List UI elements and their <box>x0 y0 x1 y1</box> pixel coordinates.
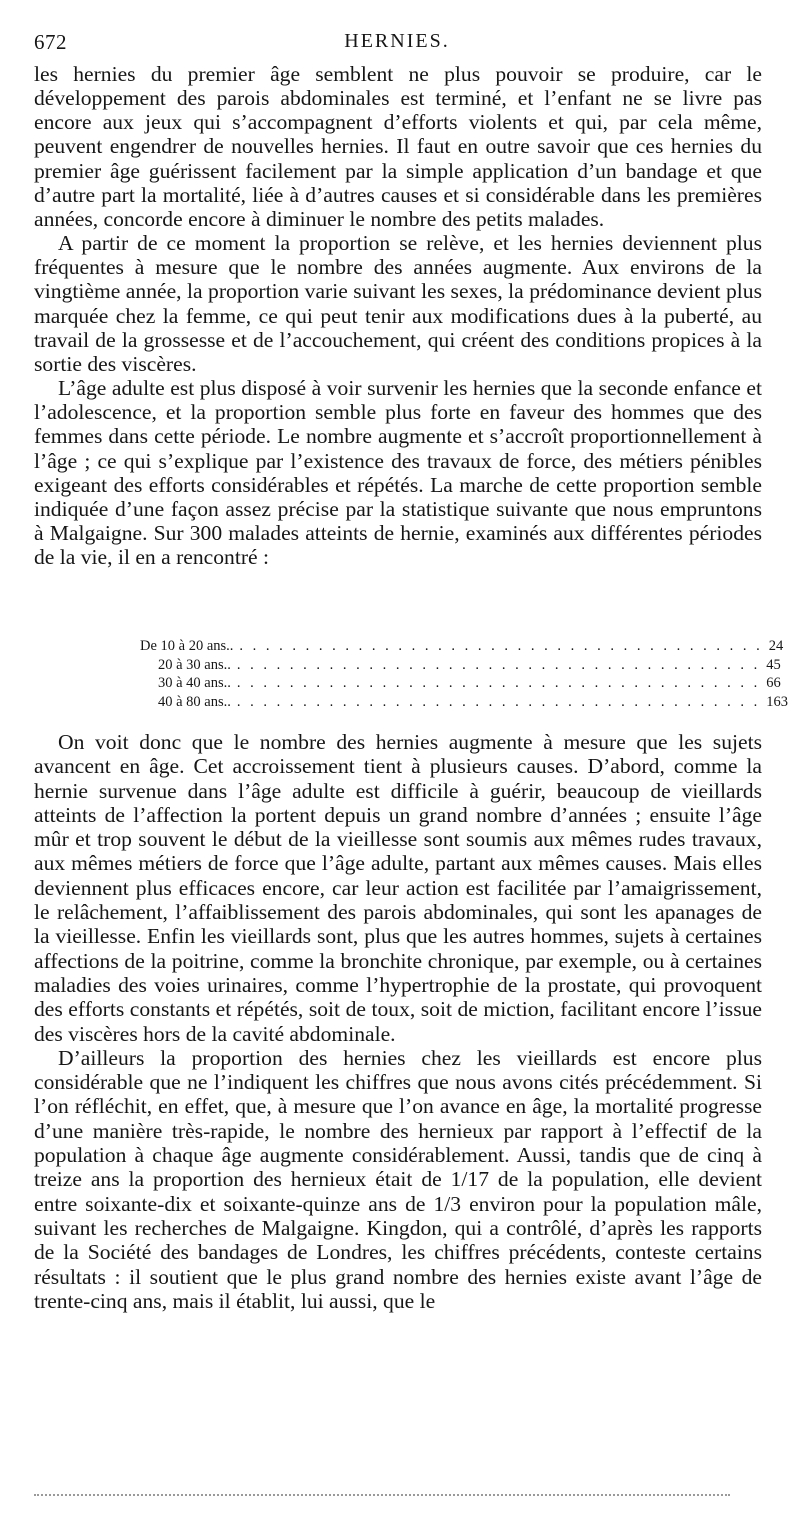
dot-leader: . . . . . . . . . . . . . . . . . . . . . . . . . . . . . . . . . . . . . . . . <box>236 675 761 691</box>
statistics-row <box>140 674 781 693</box>
dot-leader: . . . . . . . . . . . . . . . . . . . . . . . . . . . . . . . . . . . . . . . . <box>239 638 763 654</box>
footer-rule <box>34 1494 730 1496</box>
statistics-age-range: 20 à 30 ans.. <box>158 656 231 673</box>
dot-leader: . . . . . . . . . . . . . . . . . . . . . . . . . . . . . . . . . . . . . . . . <box>236 693 761 710</box>
paragraph: D’ailleurs la proportion des hernies chez les vieillards est encore plus considérable que ne l’indiquent les chiffres que nous avons cités précédemment. Si l’on réfléchit, en effet, que, à mesure que l’on avance en âge, la mortalité progresse d’une manière très-rapide, le nombre des hernieux par rapport à l’effectif de la population à chaque âge augmente considérablement. Aussi, tandis que de cinq à treize ans la proportion des hernieux était de 1/17 de la population, elle devient entre soixante-dix et soixante-quinze ans de 1/3 environ pour la population mâle, suivant les recherches de Malgaigne. Kingdon, qui a contrôlé, d’après les rapports de la Société des bandages de Londres, les chiffres précédents, conteste certains résultats : il soutient que le plus grand nombre des hernies existe avant l’âge de trente-cinq ans, mais il établit, lui aussi, que le <box>34 1045 762 1313</box>
running-title: HERNIES. <box>344 30 450 52</box>
statistics-row <box>140 656 781 675</box>
statistics-count: 66 <box>766 675 781 691</box>
body-text-top <box>34 62 762 569</box>
paragraph: A partir de ce moment la proportion se relève, et les hernies deviennent plus fréquentes à mesure que le nombre des années augmente. Aux environs de la vingtième année, la proportion varie suivant les sexes, la prédominance devient plus marquée chez la femme, ce qui peut tenir aux modifications dues à la puberté, au travail de la grossesse et de l’accouchement, qui créent des conditions propices à la sortie des viscères. <box>34 231 762 376</box>
page-number: 672 <box>34 30 67 54</box>
statistics-count: 24 <box>768 638 784 654</box>
statistics-row <box>140 637 784 656</box>
paragraph: On voit donc que le nombre des hernies augmente à mesure que les sujets avancent en âge. Cet accroissement tient à plusieurs causes. D’abord, comme la hernie survenue dans l’âge adulte est difficile à guérir, beaucoup de vieillards atteints de l’affection la portent depuis un grand nombre d’années ; ensuite l’âge mûr et trop souvent le début de la vieillesse sont soumis aux mêmes rudes travaux, aux mêmes métiers de force que l’âge adulte, partant aux mêmes causes. Mais elles deviennent plus efficaces encore, car leur action est facilitée par l’amaigrissement, le relâchement, l’affaiblissement des parois abdominales, qui sont les apanages de la vieillesse. Enfin les vieillards sont, plus que les autres hommes, sujets à certaines affections de la poitrine, comme la bronchite chronique, par exemple, ou à certaines maladies des voies urinaires, comme l’hypertrophie de la prostate, qui provoquent des efforts constants et répétés, soit de toux, soit de miction, facilitant encore l’issue des viscères hors de la cavité abdominale. <box>34 730 762 1046</box>
page-header <box>34 30 760 56</box>
age-statistics-table <box>140 637 789 711</box>
statistics-age-range: 30 à 40 ans.. <box>158 675 231 691</box>
paragraph: L’âge adulte est plus disposé à voir survenir les hernies que la seconde enfance et l’adolescence, et la proportion semble plus forte en faveur des hommes que des femmes dans cette période. Le nombre augmente et s’accroît proportionnellement à l’âge ; ce qui s’explique par l’existence des travaux de force, des métiers pénibles exigeant des efforts considérables et répétés. La marche de cette proportion semble indiquée d’une façon assez précise par la statistique suivante que nous empruntons à Malgaigne. Sur 300 malades atteints de hernie, examinés aux différentes périodes de la vie, il en a rencontré : <box>34 376 762 570</box>
statistics-age-range: 40 à 80 ans.. <box>158 693 231 710</box>
dot-leader: . . . . . . . . . . . . . . . . . . . . . . . . . . . . . . . . . . . . . . . . <box>236 656 761 673</box>
statistics-count: 45 <box>766 656 781 673</box>
body-text-bottom <box>34 730 762 1313</box>
statistics-count: 163 <box>766 693 789 710</box>
statistics-row <box>140 693 789 712</box>
statistics-age-range: De 10 à 20 ans.. <box>140 638 234 654</box>
paragraph: les hernies du premier âge semblent ne plus pouvoir se produire, car le développement des parois abdominales est terminé, et l’enfant ne se livre pas encore aux jeux qui s’accompagnent d’efforts violents et qui, par cela même, peuvent engendrer de nouvelles hernies. Il faut en outre savoir que ces hernies du premier âge guérissent facilement par la simple application d’un bandage et que d’autre part la mortalité, liée à d’autres causes et si considérable dans les premières années, concorde encore à diminuer le nombre des petits malades. <box>34 62 762 231</box>
